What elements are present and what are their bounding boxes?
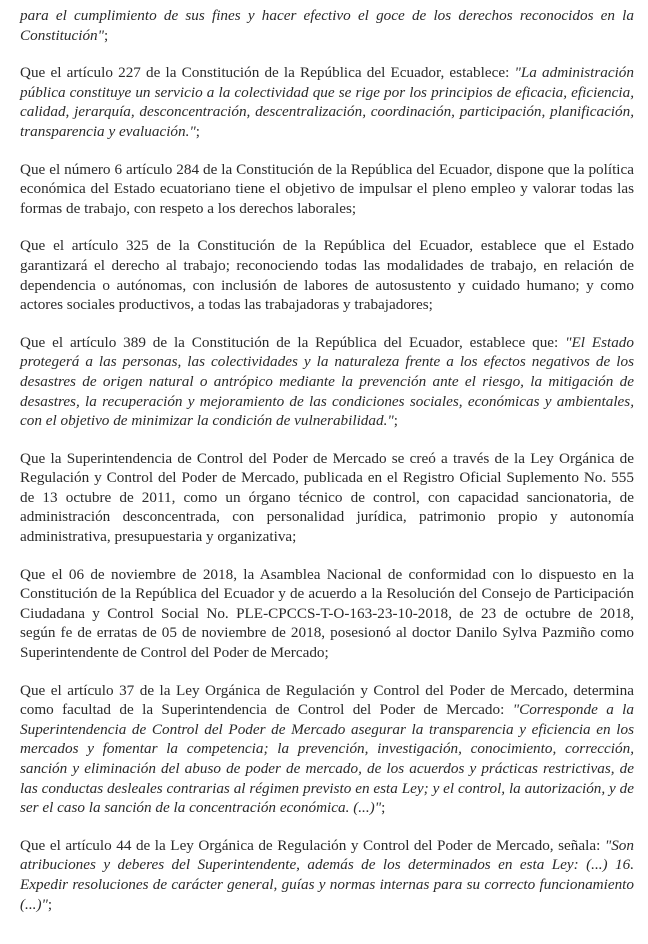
paragraph-1-tail: ; bbox=[104, 26, 109, 44]
paragraph-7 bbox=[20, 565, 634, 663]
paragraph-3 bbox=[20, 160, 634, 219]
paragraph-5-text: Que el artículo 389 de la Constitución de la República del Ecuador, establece que: bbox=[20, 333, 566, 351]
paragraph-8-tail: ; bbox=[381, 799, 386, 817]
paragraph-6 bbox=[20, 449, 634, 547]
paragraph-9-text: Que el artículo 44 de la Ley Orgánica de Regulación y Control del Poder de Mercado, señala: bbox=[20, 836, 605, 854]
paragraph-2-tail: ; bbox=[195, 122, 201, 140]
paragraph-2 bbox=[20, 63, 634, 141]
paragraph-7-text: Que el 06 de noviembre de 2018, la Asamblea Nacional de conformidad con lo dispuesto en la Constitución de la República del Ecuador y de acuerdo a la Resolución del Consejo de Participación Ciudadana y Control Social No. PLE-CPCCS-T-O-163-23-10-2018, de 23 de octubre de 2018, según fe de erratas de 05 de noviembre de 2018, posesionó al doctor Danilo Sylva Pazmiño como Superintendente de Control del Poder de Mercado; bbox=[20, 565, 634, 662]
paragraph-8-text: Que el artículo 37 de la Ley Orgánica de Regulación y Control del Poder de Mercado, determina como facultad de la Superintendencia de Control del Poder de Mercado: bbox=[20, 681, 634, 719]
paragraph-8-quote: "Corresponde a la Superintendencia de Control del Poder de Mercado asegurar la transparencia y eficiencia en los mercados y fomentar la competencia; la prevención, investigación, conocimiento, corrección, sanción y eliminación del abuso de poder de mercado, de los acuerdos y prácticas restrictivas, de las conductas desleales contrarias al régimen previsto en esta Ley; y el control, la autorización, y de ser el caso la sanción de la concentración económica. (...)" bbox=[20, 701, 634, 817]
paragraph-5 bbox=[20, 333, 634, 431]
paragraph-5-quote: "El Estado protegerá a las personas, las colectividades y la naturaleza frente a los efectos negativos de los desastres de origen natural o antrópico mediante la prevención ante el riesgo, la mitigación de desastres, la recuperación y mejoramiento de las condiciones sociales, económicas y ambientales, con el objetivo de minimizar la condición de vulnerabilidad." bbox=[20, 333, 634, 430]
paragraph-4 bbox=[20, 236, 634, 314]
paragraph-5-tail: ; bbox=[393, 412, 398, 430]
paragraph-4-text: Que el artículo 325 de la Constitución de la República del Ecuador, establece que el Estado garantizará el derecho al trabajo; reconociendo todas las modalidades de trabajo, en relación de dependencia o autónomas, con inclusión de labores de autosustento y cuidado humano; y como actores sociales productivos, a todas las trabajadoras y trabajadores; bbox=[20, 237, 634, 314]
paragraph-3-text: Que el número 6 artículo 284 de la Constitución de la República del Ecuador, dispone que la política económica del Estado ecuatoriano tiene el objetivo de impulsar el pleno empleo y valorar todas las formas de trabajo, con respeto a los derechos laborales; bbox=[20, 160, 634, 217]
paragraph-1-quote: para el cumplimiento de sus fines y hacer efectivo el goce de los derechos reconocidos en la Constitución" bbox=[20, 7, 634, 44]
paragraph-2-text: Que el artículo 227 de la Constitución de la República del Ecuador, establece: bbox=[20, 64, 515, 82]
paragraph-1 bbox=[20, 6, 634, 45]
paragraph-9-quote: "Son atribuciones y deberes del Superintendente, además de los determinados en esta Ley: (...) 16. Expedir resoluciones de carácter general, guías y normas internas para su correcto funcionamiento (...)" bbox=[20, 836, 634, 913]
paragraph-9 bbox=[20, 836, 634, 914]
paragraph-6-text: Que la Superintendencia de Control del Poder de Mercado se creó a través de la Ley Orgánica de Regulación y Control del Poder de Mercado, publicada en el Registro Oficial Suplemento No. 555 de 13 octubre de 2011, como un órgano técnico de control, con capacidad sancionatoria, de administración desconcentrada, con personalidad jurídica, patrimonio propio y autonomía administrativa, presupuestaria y organizativa; bbox=[20, 449, 634, 546]
paragraph-8 bbox=[20, 681, 634, 818]
paragraph-9-tail: ; bbox=[47, 895, 53, 913]
paragraph-2-quote: "La administración pública constituye un servicio a la colectividad que se rige por los principios de eficacia, eficiencia, calidad, jerarquía, desconcentración, descentralización, coordinación, participación, planificación, transparencia y evaluación." bbox=[20, 64, 634, 140]
